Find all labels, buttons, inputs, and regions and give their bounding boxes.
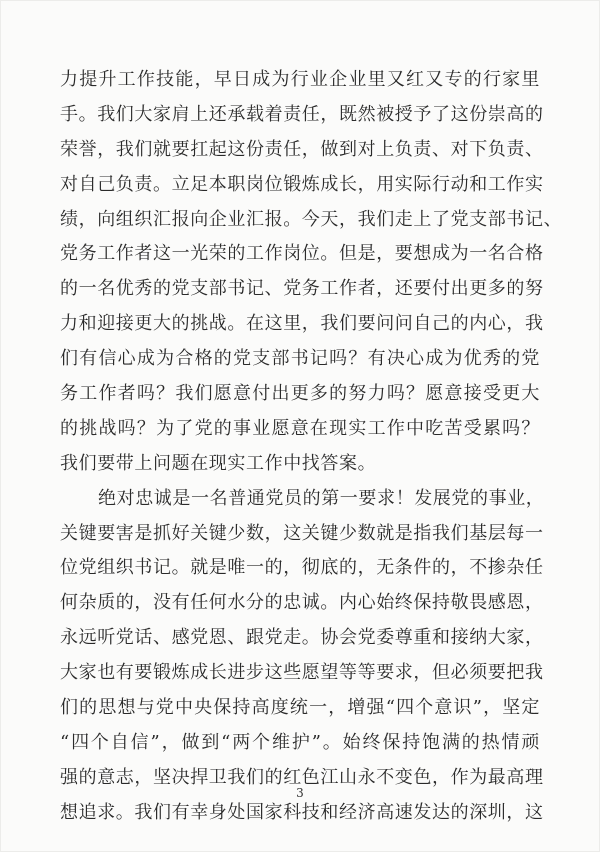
text-line: 想追求。我们有幸身处国家科技和经济高速发达的深圳，这 bbox=[60, 801, 544, 823]
body-text bbox=[60, 63, 563, 831]
text-line: 的一名优秀的党支部书记、党务工作者，还要付出更多的努 bbox=[60, 278, 544, 300]
text-line: 务工作者吗？我们愿意付出更多的努力吗？愿意接受更大 bbox=[60, 383, 540, 405]
text-line: 永远听党话、感党恩、跟党走。协会党委尊重和接纳大家， bbox=[60, 627, 544, 649]
text-line: 关键要害是抓好关键少数，这关键少数就是指我们基层每一 bbox=[60, 522, 544, 544]
text-line: 大家也有要锻炼成长进步这些愿望等等要求，但必须要把我 bbox=[60, 662, 544, 684]
text-line: 们的思想与党中央保持高度统一，增强“四个意识”，坚定 bbox=[60, 697, 540, 719]
text-line: 我们要带上问题在现实工作中找答案。 bbox=[60, 452, 377, 474]
paragraph-2 bbox=[60, 482, 545, 831]
text-line: 何杂质的，没有任何水分的忠诚。内心始终保持敬畏感恩， bbox=[60, 592, 544, 614]
page-number: 3 bbox=[296, 786, 304, 800]
text-line: 强的意志，坚决捍卫我们的红色江山永不变色，作为最高理 bbox=[60, 766, 544, 788]
paragraph-1 bbox=[60, 63, 563, 482]
text-line: 党务工作者这一光荣的工作岗位。但是，要想成为一名合格 bbox=[60, 243, 544, 265]
text-line: 对自己负责。立足本职岗位锻炼成长，用实际行动和工作实 bbox=[60, 173, 544, 195]
text-line: 荣誉，我们就要扛起这份责任，做到对上负责、对下负责、 bbox=[60, 138, 544, 160]
text-line: 力和迎接更大的挑战。在这里，我们要问问自己的内心，我 bbox=[60, 313, 544, 335]
text-line: 力提升工作技能，早日成为行业企业里又红又专的行家里 bbox=[60, 69, 540, 90]
text-line: 手。我们大家肩上还承载着责任，既然被授予了这份崇高的 bbox=[60, 103, 544, 125]
text-line: 位党组织书记。就是唯一的，彻底的，无条件的，不掺杂任 bbox=[60, 557, 544, 579]
text-line: “四个自信”，做到“两个维护”。始终保持饱满的热情顽 bbox=[60, 731, 540, 753]
text-line: 绩，向组织汇报向企业汇报。今天，我们走上了党支部书记、 bbox=[60, 208, 563, 230]
text-line: 绝对忠诚是一名普通党员的第一要求！发展党的事业， bbox=[98, 487, 545, 509]
text-line: 们有信心成为合格的党支部书记吗？有决心成为优秀的党 bbox=[60, 348, 540, 370]
text-line: 的挑战吗？为了党的事业愿意在现实工作中吃苦受累吗？ bbox=[60, 417, 540, 439]
